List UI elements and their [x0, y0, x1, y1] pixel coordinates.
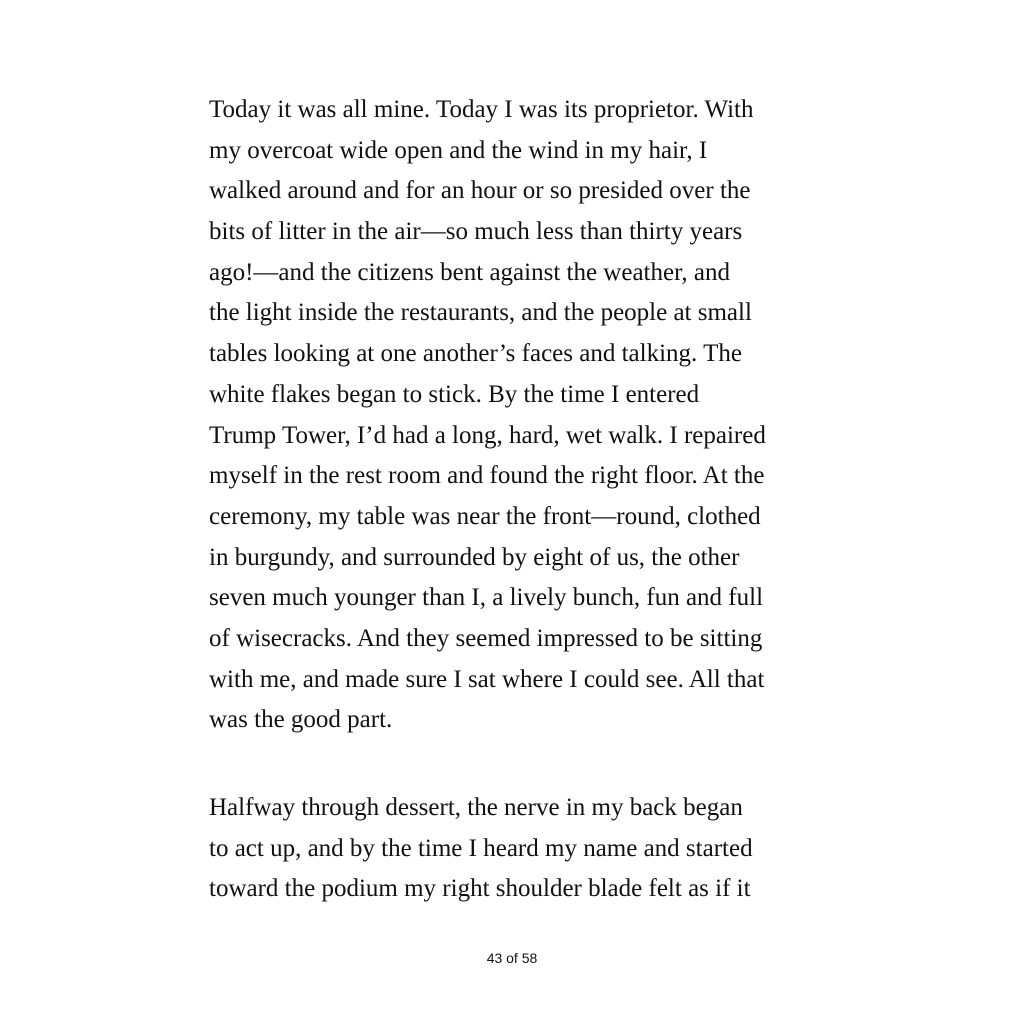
text-line: myself in the rest room and found the right floor. At the	[209, 462, 765, 490]
text-line: with me, and made sure I sat where I could see. All that	[209, 665, 765, 693]
text-line: walked around and for an hour or so presided over the	[209, 177, 751, 205]
paragraph-1	[209, 90, 829, 741]
text-line: was the good part.	[209, 706, 393, 734]
text-line: in burgundy, and surrounded by eight of us, the other	[209, 543, 740, 571]
text-line: ago!—and the citizens bent against the weather, and	[209, 258, 731, 286]
text-line: tables looking at one another’s faces and talking. The	[209, 340, 742, 368]
paragraph-2	[209, 788, 829, 910]
text-line: of wisecracks. And they seemed impressed to be sitting	[209, 624, 763, 652]
text-line: the light inside the restaurants, and the people at small	[209, 299, 752, 327]
text-line: bits of litter in the air—so much less than thirty years	[209, 218, 743, 246]
body-text	[209, 90, 829, 910]
text-line: toward the podium my right shoulder blade felt as if it	[209, 875, 751, 903]
page-indicator: 43 of 58	[486, 950, 538, 966]
text-line: ceremony, my table was near the front—round, clothed	[209, 502, 761, 530]
paragraph-spacer	[209, 741, 829, 788]
text-line: seven much younger than I, a lively bunch, fun and full	[209, 584, 764, 612]
text-line: to act up, and by the time I heard my name and started	[209, 834, 753, 862]
text-line: Trump Tower, I’d had a long, hard, wet walk. I repaired	[209, 421, 766, 449]
text-line: Today it was all mine. Today I was its proprietor. With	[209, 96, 754, 123]
text-line: white flakes began to stick. By the time I entered	[209, 380, 700, 408]
text-line: my overcoat wide open and the wind in my hair, I	[209, 136, 708, 164]
text-line: Halfway through dessert, the nerve in my back began	[209, 794, 743, 821]
